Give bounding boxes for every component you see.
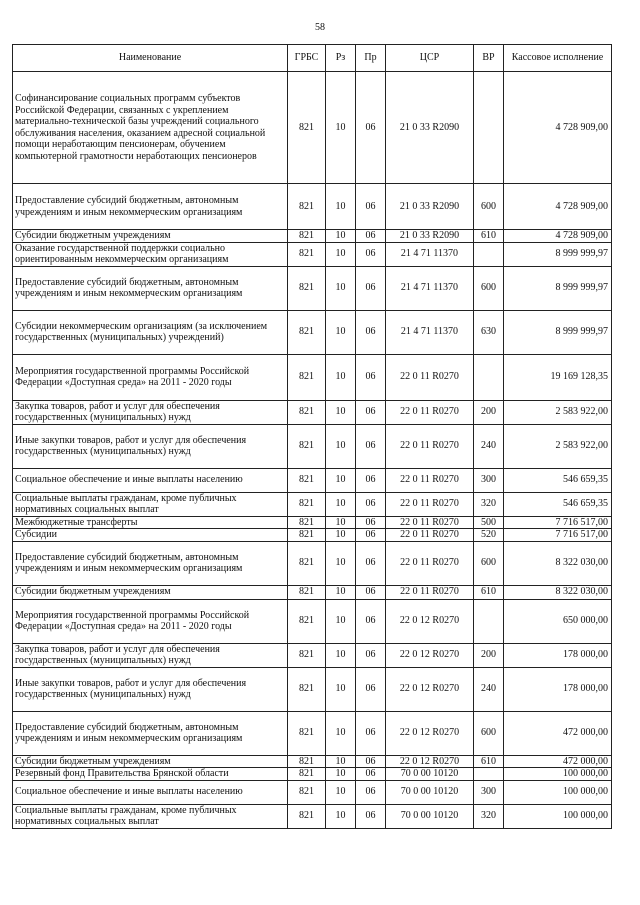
row-vr-cell: 600 [474, 541, 504, 585]
row-pr-cell: 06 [356, 768, 386, 781]
table-row [13, 400, 612, 424]
table-row [13, 230, 612, 243]
row-vr-cell: 600 [474, 266, 504, 310]
row-rz-cell: 10 [326, 643, 356, 667]
row-amount-cell: 8 322 030,00 [504, 541, 612, 585]
row-pr-cell: 06 [356, 804, 386, 828]
row-amount-cell: 8 322 030,00 [504, 585, 612, 599]
row-vr-cell: 500 [474, 516, 504, 529]
row-grbs-cell: 821 [288, 72, 326, 184]
row-pr-cell: 06 [356, 643, 386, 667]
table-row [13, 492, 612, 516]
row-csr-cell: 21 4 71 11370 [386, 266, 474, 310]
row-pr-cell: 06 [356, 529, 386, 542]
row-amount-cell: 8 999 999,97 [504, 242, 612, 266]
row-rz-cell: 10 [326, 667, 356, 711]
row-grbs-cell: 821 [288, 266, 326, 310]
header-name: Наименование [13, 45, 288, 72]
row-pr-cell: 06 [356, 585, 386, 599]
row-csr-cell: 22 0 11 R0270 [386, 516, 474, 529]
row-rz-cell: 10 [326, 541, 356, 585]
row-csr-cell: 22 0 12 R0270 [386, 711, 474, 755]
row-amount-cell: 4 728 909,00 [504, 184, 612, 230]
row-csr-cell: 22 0 12 R0270 [386, 599, 474, 643]
row-name-cell: Предоставление субсидий бюджетным, автономным учреждениям и иным некоммерческим организациям [13, 541, 288, 585]
row-grbs-cell: 821 [288, 643, 326, 667]
row-grbs-cell: 821 [288, 400, 326, 424]
row-csr-cell: 22 0 11 R0270 [386, 424, 474, 468]
row-name-cell: Субсидии [13, 529, 288, 542]
row-grbs-cell: 821 [288, 585, 326, 599]
row-pr-cell: 06 [356, 266, 386, 310]
row-vr-cell: 610 [474, 230, 504, 243]
row-vr-cell: 200 [474, 400, 504, 424]
budget-table [12, 44, 612, 829]
row-pr-cell: 06 [356, 242, 386, 266]
row-rz-cell: 10 [326, 711, 356, 755]
row-pr-cell: 06 [356, 72, 386, 184]
row-csr-cell: 21 0 33 R2090 [386, 230, 474, 243]
row-csr-cell: 22 0 12 R0270 [386, 643, 474, 667]
table-row [13, 354, 612, 400]
row-pr-cell: 06 [356, 468, 386, 492]
page-number: 58 [315, 22, 325, 33]
row-csr-cell: 21 0 33 R2090 [386, 184, 474, 230]
row-amount-cell: 7 716 517,00 [504, 529, 612, 542]
table-row [13, 310, 612, 354]
row-vr-cell [474, 72, 504, 184]
row-name-cell: Иные закупки товаров, работ и услуг для обеспечения государственных (муниципальных) нужд [13, 424, 288, 468]
row-vr-cell: 630 [474, 310, 504, 354]
row-pr-cell: 06 [356, 541, 386, 585]
row-vr-cell: 300 [474, 468, 504, 492]
row-amount-cell: 8 999 999,97 [504, 310, 612, 354]
row-rz-cell: 10 [326, 585, 356, 599]
row-csr-cell: 70 0 00 10120 [386, 804, 474, 828]
row-grbs-cell: 821 [288, 354, 326, 400]
row-name-cell: Межбюджетные трансферты [13, 516, 288, 529]
row-amount-cell: 100 000,00 [504, 780, 612, 804]
row-amount-cell: 2 583 922,00 [504, 424, 612, 468]
row-pr-cell: 06 [356, 184, 386, 230]
table-row [13, 184, 612, 230]
row-name-cell: Мероприятия государственной программы Российской Федерации «Доступная среда» на 2011 - 2020 годы [13, 354, 288, 400]
row-name-cell: Софинансирование социальных программ субъектов Российской Федерации, связанных с укреплением материально-технической базы учреждений социального обслуживания населения, оказанием адресной социальной помощи неработающим пенсионерам, обучением компьютерной грамотности неработающих пенсионеров [13, 72, 288, 184]
row-amount-cell: 178 000,00 [504, 667, 612, 711]
row-csr-cell: 22 0 11 R0270 [386, 400, 474, 424]
row-grbs-cell: 821 [288, 468, 326, 492]
row-name-cell: Закупка товаров, работ и услуг для обеспечения государственных (муниципальных) нужд [13, 400, 288, 424]
row-name-cell: Субсидии бюджетным учреждениям [13, 755, 288, 768]
row-csr-cell: 21 4 71 11370 [386, 242, 474, 266]
row-pr-cell: 06 [356, 780, 386, 804]
row-pr-cell: 06 [356, 516, 386, 529]
row-vr-cell: 600 [474, 184, 504, 230]
table-row [13, 585, 612, 599]
row-vr-cell: 300 [474, 780, 504, 804]
table-row [13, 424, 612, 468]
header-csr: ЦСР [386, 45, 474, 72]
row-csr-cell: 22 0 11 R0270 [386, 529, 474, 542]
row-pr-cell: 06 [356, 354, 386, 400]
table-row [13, 667, 612, 711]
table-row [13, 804, 612, 828]
row-name-cell: Субсидии бюджетным учреждениям [13, 230, 288, 243]
row-grbs-cell: 821 [288, 424, 326, 468]
row-amount-cell: 546 659,35 [504, 468, 612, 492]
row-grbs-cell: 821 [288, 667, 326, 711]
row-grbs-cell: 821 [288, 184, 326, 230]
row-pr-cell: 06 [356, 711, 386, 755]
row-amount-cell: 472 000,00 [504, 755, 612, 768]
row-amount-cell: 4 728 909,00 [504, 230, 612, 243]
row-vr-cell: 610 [474, 585, 504, 599]
row-name-cell: Социальное обеспечение и иные выплаты населению [13, 780, 288, 804]
table-row [13, 768, 612, 781]
row-grbs-cell: 821 [288, 516, 326, 529]
row-name-cell: Социальные выплаты гражданам, кроме публичных нормативных социальных выплат [13, 492, 288, 516]
row-pr-cell: 06 [356, 230, 386, 243]
row-amount-cell: 650 000,00 [504, 599, 612, 643]
row-csr-cell: 21 0 33 R2090 [386, 72, 474, 184]
row-name-cell: Мероприятия государственной программы Российской Федерации «Доступная среда» на 2011 - 2020 годы [13, 599, 288, 643]
row-name-cell: Оказание государственной поддержки социально ориентированным некоммерческим организациям [13, 242, 288, 266]
row-grbs-cell: 821 [288, 780, 326, 804]
row-amount-cell: 7 716 517,00 [504, 516, 612, 529]
row-grbs-cell: 821 [288, 755, 326, 768]
header-amount: Кассовое исполнение [504, 45, 612, 72]
row-amount-cell: 546 659,35 [504, 492, 612, 516]
row-rz-cell: 10 [326, 492, 356, 516]
row-grbs-cell: 821 [288, 230, 326, 243]
header-pr: Пр [356, 45, 386, 72]
row-amount-cell: 19 169 128,35 [504, 354, 612, 400]
row-name-cell: Предоставление субсидий бюджетным, автономным учреждениям и иным некоммерческим организациям [13, 184, 288, 230]
table-row [13, 72, 612, 184]
row-csr-cell: 22 0 11 R0270 [386, 468, 474, 492]
table-row [13, 266, 612, 310]
row-rz-cell: 10 [326, 266, 356, 310]
row-name-cell: Предоставление субсидий бюджетным, автономным учреждениям и иным некоммерческим организациям [13, 711, 288, 755]
row-name-cell: Иные закупки товаров, работ и услуг для обеспечения государственных (муниципальных) нужд [13, 667, 288, 711]
row-csr-cell: 22 0 11 R0270 [386, 585, 474, 599]
row-name-cell: Социальное обеспечение и иные выплаты населению [13, 468, 288, 492]
table-row [13, 242, 612, 266]
row-vr-cell: 600 [474, 711, 504, 755]
row-pr-cell: 06 [356, 599, 386, 643]
row-rz-cell: 10 [326, 230, 356, 243]
row-rz-cell: 10 [326, 72, 356, 184]
row-amount-cell: 472 000,00 [504, 711, 612, 755]
row-csr-cell: 22 0 11 R0270 [386, 541, 474, 585]
row-pr-cell: 06 [356, 310, 386, 354]
row-name-cell: Резервный фонд Правительства Брянской области [13, 768, 288, 781]
table-row [13, 468, 612, 492]
row-rz-cell: 10 [326, 755, 356, 768]
row-vr-cell: 240 [474, 667, 504, 711]
row-vr-cell [474, 354, 504, 400]
row-pr-cell: 06 [356, 667, 386, 711]
row-grbs-cell: 821 [288, 242, 326, 266]
table-row [13, 711, 612, 755]
row-amount-cell: 100 000,00 [504, 768, 612, 781]
table-header-row [13, 45, 612, 72]
row-csr-cell: 22 0 11 R0270 [386, 492, 474, 516]
row-vr-cell [474, 768, 504, 781]
row-grbs-cell: 821 [288, 529, 326, 542]
row-grbs-cell: 821 [288, 768, 326, 781]
row-pr-cell: 06 [356, 400, 386, 424]
row-csr-cell: 70 0 00 10120 [386, 768, 474, 781]
table-row [13, 516, 612, 529]
row-csr-cell: 70 0 00 10120 [386, 780, 474, 804]
header-grbs: ГРБС [288, 45, 326, 72]
row-vr-cell: 520 [474, 529, 504, 542]
row-grbs-cell: 821 [288, 599, 326, 643]
row-csr-cell: 21 4 71 11370 [386, 310, 474, 354]
row-amount-cell: 4 728 909,00 [504, 72, 612, 184]
header-rz: Рз [326, 45, 356, 72]
row-rz-cell: 10 [326, 516, 356, 529]
row-csr-cell: 22 0 11 R0270 [386, 354, 474, 400]
row-rz-cell: 10 [326, 242, 356, 266]
row-rz-cell: 10 [326, 768, 356, 781]
row-rz-cell: 10 [326, 780, 356, 804]
row-rz-cell: 10 [326, 354, 356, 400]
row-rz-cell: 10 [326, 468, 356, 492]
row-name-cell: Социальные выплаты гражданам, кроме публичных нормативных социальных выплат [13, 804, 288, 828]
row-grbs-cell: 821 [288, 310, 326, 354]
table-row [13, 599, 612, 643]
row-amount-cell: 8 999 999,97 [504, 266, 612, 310]
row-vr-cell: 610 [474, 755, 504, 768]
row-pr-cell: 06 [356, 755, 386, 768]
row-rz-cell: 10 [326, 184, 356, 230]
row-rz-cell: 10 [326, 424, 356, 468]
row-grbs-cell: 821 [288, 492, 326, 516]
table-row [13, 529, 612, 542]
row-name-cell: Субсидии некоммерческим организациям (за исключением государственных (муниципальных) учреждений) [13, 310, 288, 354]
row-vr-cell: 320 [474, 804, 504, 828]
row-vr-cell: 200 [474, 643, 504, 667]
header-vr: ВР [474, 45, 504, 72]
row-grbs-cell: 821 [288, 541, 326, 585]
row-csr-cell: 22 0 12 R0270 [386, 667, 474, 711]
row-vr-cell: 240 [474, 424, 504, 468]
row-name-cell: Предоставление субсидий бюджетным, автономным учреждениям и иным некоммерческим организациям [13, 266, 288, 310]
row-rz-cell: 10 [326, 804, 356, 828]
table-row [13, 780, 612, 804]
table-row [13, 643, 612, 667]
row-pr-cell: 06 [356, 424, 386, 468]
row-vr-cell [474, 242, 504, 266]
row-name-cell: Закупка товаров, работ и услуг для обеспечения государственных (муниципальных) нужд [13, 643, 288, 667]
row-csr-cell: 22 0 12 R0270 [386, 755, 474, 768]
row-vr-cell: 320 [474, 492, 504, 516]
row-rz-cell: 10 [326, 310, 356, 354]
row-name-cell: Субсидии бюджетным учреждениям [13, 585, 288, 599]
table-row [13, 541, 612, 585]
row-grbs-cell: 821 [288, 804, 326, 828]
row-rz-cell: 10 [326, 529, 356, 542]
row-amount-cell: 2 583 922,00 [504, 400, 612, 424]
row-amount-cell: 100 000,00 [504, 804, 612, 828]
row-amount-cell: 178 000,00 [504, 643, 612, 667]
row-pr-cell: 06 [356, 492, 386, 516]
row-rz-cell: 10 [326, 599, 356, 643]
row-rz-cell: 10 [326, 400, 356, 424]
row-grbs-cell: 821 [288, 711, 326, 755]
table-row [13, 755, 612, 768]
row-vr-cell [474, 599, 504, 643]
